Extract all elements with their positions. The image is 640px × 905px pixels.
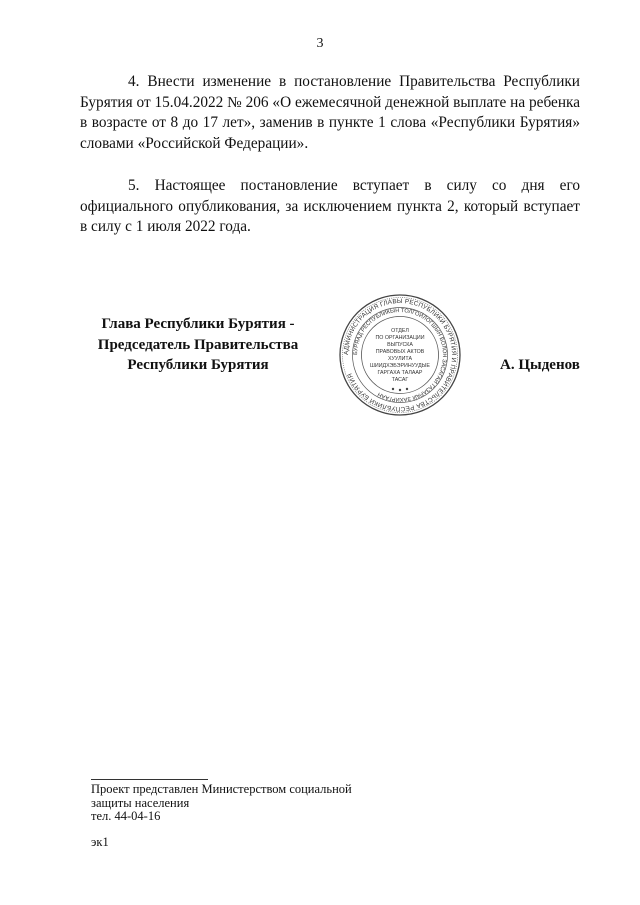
footnote xyxy=(91,783,352,824)
seal-center-line-3: ВЫПУСКА xyxy=(387,342,413,348)
footnote-divider xyxy=(91,779,208,780)
seal-center-line-4: ПРАВОВЫХ АКТОВ xyxy=(375,349,425,355)
seal-inner-text: БУРЯАД РЕСПУБЛИКЫН ТОЛГОЙЛОГШЫН БОЛОН ЗАСАГАЙ ГАЗАРАЙ ЗАХИРГААН xyxy=(352,307,448,403)
seal-ornament-dots xyxy=(392,388,408,391)
footnote-line-2: защиты населения xyxy=(91,795,190,810)
footnote-line-3: тел. 44-04-16 xyxy=(91,809,161,823)
seal-center-line-2: ПО ОРГАНИЗАЦИИ xyxy=(375,335,425,341)
official-seal-graphic xyxy=(338,293,462,417)
paragraph-item-4: 4. Внести изменение в постановление Правительства Республики Бурятия от 15.04.2022 № 206 «О ежемесячной денежной выплате на ребенка в возрасте от 8 до 17 лет», заменив в пункте 1 слова «Республики Бурятия» словами «Российской Федерации». xyxy=(80,73,580,152)
official-seal xyxy=(338,293,462,417)
signatory-title-line-2: Председатель Правительства xyxy=(97,336,299,353)
footnote-line-1: Проект представлен Министерством социальной xyxy=(91,782,352,796)
page-number: 3 xyxy=(316,36,324,51)
paragraph-item-5: 5. Настоящее постановление вступает в силу со дня его официального опубликования, за исключением пункта 2, который вступает в силу с 1 июля 2022 года. xyxy=(80,177,580,235)
seal-dot xyxy=(392,388,394,390)
seal-center-line-8: ТАСАГ xyxy=(391,377,409,383)
seal-center-line-1: ОТДЕЛ xyxy=(391,328,409,334)
signatory-name: А. Цыденов xyxy=(500,357,580,373)
svg-text:БУРЯАД РЕСПУБЛИКЫН ТОЛГОЙЛОГШЫ xyxy=(353,308,447,402)
signatory-title-line-3: Республики Бурятия xyxy=(127,357,269,373)
seal-center-line-6: ШИИДХЭБЭРИНУУДЫЕ xyxy=(370,363,430,369)
seal-center-line-5: ХУУЛИТА xyxy=(388,356,412,362)
seal-dot xyxy=(406,388,408,390)
typist-mark: эк1 xyxy=(91,835,109,849)
seal-dot xyxy=(399,389,401,391)
signatory-title-line-1: Глава Республики Бурятия - xyxy=(101,316,295,332)
seal-center-line-7: ГАРГАХА ТАЛААР xyxy=(377,370,423,376)
signatory-title xyxy=(84,314,312,376)
seal-outer-text: АДМИНИСТРАЦИЯ ГЛАВЫ РЕСПУБЛИКИ БУРЯТИЯ И ПРАВИТЕЛЬСТВА РЕСПУБЛИКИ БУРЯТИЯ xyxy=(342,297,458,413)
